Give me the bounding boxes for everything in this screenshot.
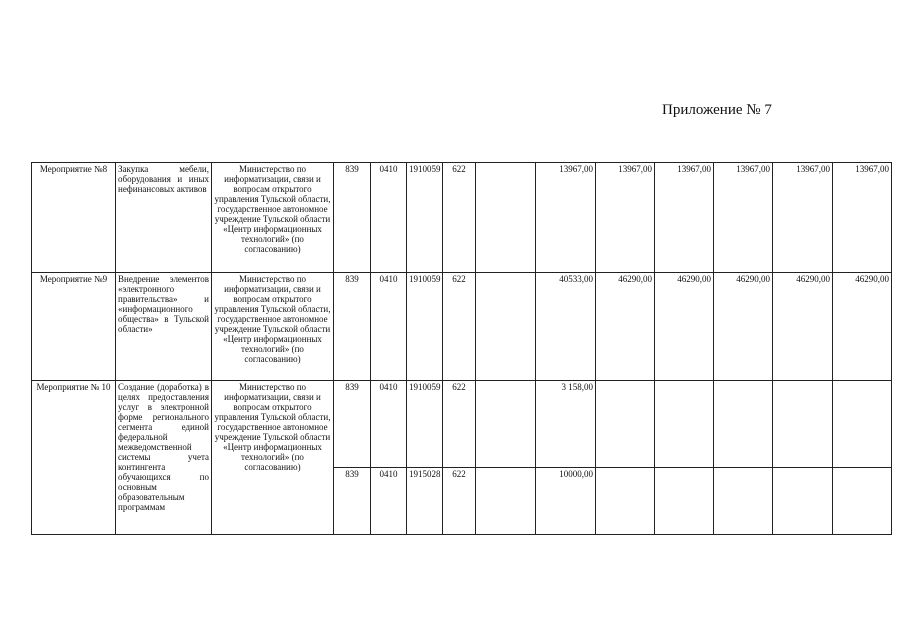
amount-cell — [833, 381, 892, 468]
amount-cell: 46290,00 — [655, 273, 714, 381]
amount-cell: 13967,00 — [596, 163, 655, 273]
code-rzpr: 0410 — [371, 381, 407, 468]
event-name-cell: Внедрение элементов «электронного правительства» и «информационного общества» в Тульской области» — [116, 273, 212, 381]
event-cell: Мероприятие № 10 — [32, 381, 116, 535]
table-row — [32, 273, 892, 381]
code-csr: 1910059 — [407, 163, 443, 273]
code-grbs: 839 — [334, 163, 371, 273]
amount-cell: 13967,00 — [773, 163, 833, 273]
amount-cell — [714, 381, 773, 468]
executor-cell: Министерство по информатизации, связи и вопросам открытого управления Тульской области, государственное автономное учреждение Тульской области «Центр информационных технологий» (по согласованию) — [212, 273, 334, 381]
code-grbs: 839 — [334, 381, 371, 468]
budget-table — [31, 162, 892, 535]
code-csr: 1910059 — [407, 273, 443, 381]
amount-cell — [773, 381, 833, 468]
amount-cell — [596, 381, 655, 468]
code-rzpr: 0410 — [371, 163, 407, 273]
amount-cell — [476, 381, 536, 468]
amount-cell: 10000,00 — [536, 468, 596, 535]
table-row — [32, 381, 892, 468]
table-row — [32, 163, 892, 273]
amount-cell: 46290,00 — [833, 273, 892, 381]
amount-cell — [596, 468, 655, 535]
amount-cell: 13967,00 — [833, 163, 892, 273]
amount-cell: 13967,00 — [655, 163, 714, 273]
event-cell: Мероприятие №9 — [32, 273, 116, 381]
code-grbs: 839 — [334, 273, 371, 381]
code-grbs: 839 — [334, 468, 371, 535]
code-vr: 622 — [443, 468, 476, 535]
event-name-cell: Закупка мебели, оборудования и иных нефинансовых активов — [116, 163, 212, 273]
executor-cell: Министерство по информатизации, связи и вопросам открытого управления Тульской области, государственное автономное учреждение Тульской области «Центр информационных технологий» (по согласованию) — [212, 381, 334, 535]
amount-cell: 46290,00 — [773, 273, 833, 381]
amount-cell — [476, 468, 536, 535]
code-csr: 1915028 — [407, 468, 443, 535]
event-name-cell: Создание (доработка) в целях предоставления услуг в электронной форме регионального сегмента единой федеральной межведомственной системы учета контингента обучающихся по основным образовательным программам — [116, 381, 212, 535]
appendix-title: Приложение № 7 — [662, 102, 772, 118]
code-rzpr: 0410 — [371, 468, 407, 535]
amount-cell — [714, 468, 773, 535]
amount-cell: 3 158,00 — [536, 381, 596, 468]
amount-cell — [655, 468, 714, 535]
code-vr: 622 — [443, 163, 476, 273]
code-rzpr: 0410 — [371, 273, 407, 381]
amount-cell — [655, 381, 714, 468]
amount-cell — [476, 273, 536, 381]
amount-cell: 46290,00 — [596, 273, 655, 381]
amount-cell — [476, 163, 536, 273]
amount-cell: 40533,00 — [536, 273, 596, 381]
amount-cell: 13967,00 — [714, 163, 773, 273]
code-csr: 1910059 — [407, 381, 443, 468]
amount-cell — [773, 468, 833, 535]
event-cell: Мероприятие №8 — [32, 163, 116, 273]
code-vr: 622 — [443, 273, 476, 381]
amount-cell — [833, 468, 892, 535]
amount-cell: 13967,00 — [536, 163, 596, 273]
code-vr: 622 — [443, 381, 476, 468]
amount-cell: 46290,00 — [714, 273, 773, 381]
executor-cell: Министерство по информатизации, связи и вопросам открытого управления Тульской области, государственное автономное учреждение Тульской области «Центр информационных технологий» (по согласованию) — [212, 163, 334, 273]
